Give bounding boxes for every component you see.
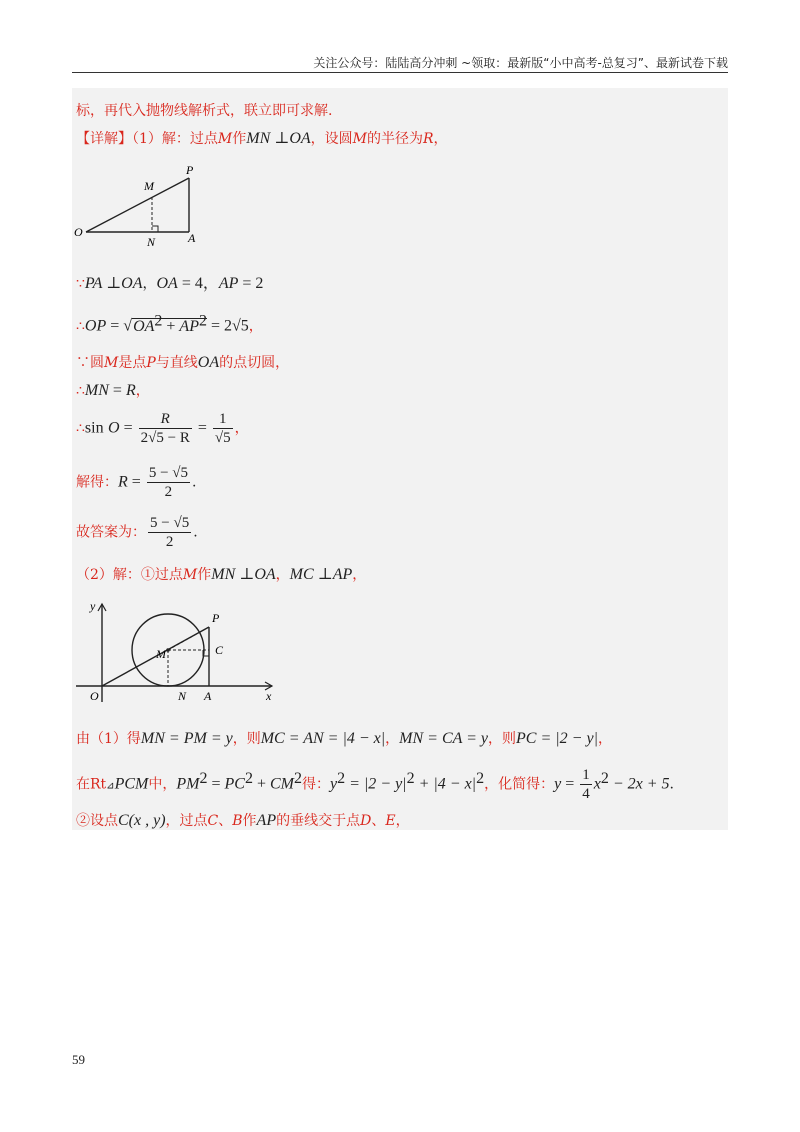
math: = 4，	[177, 275, 219, 292]
text: 的点切圆，	[219, 355, 290, 371]
text: 由（1）得	[76, 731, 141, 747]
text: ∵	[76, 276, 85, 292]
text: ，	[597, 731, 612, 747]
text: R	[422, 131, 434, 147]
label-O: O	[90, 689, 99, 703]
text: E	[385, 813, 396, 829]
math: (x , y)	[128, 812, 166, 829]
segment-OP	[86, 178, 189, 232]
numerator: 1	[213, 410, 233, 429]
math: 2	[476, 769, 485, 787]
coordinate-circle-figure	[72, 598, 282, 718]
text-line-8	[76, 464, 196, 501]
denominator: √5	[214, 430, 231, 446]
math: +	[252, 775, 270, 793]
math: y	[329, 775, 338, 793]
text: ，则	[232, 731, 261, 747]
text: 、	[218, 813, 233, 829]
fraction	[148, 514, 191, 551]
text-line-1	[76, 100, 332, 120]
math: MC ⊥AP	[289, 566, 353, 583]
math: 2	[406, 769, 415, 787]
math: OP	[84, 317, 107, 335]
text: ∴	[76, 420, 85, 437]
math: C	[118, 812, 129, 829]
fraction	[139, 410, 192, 447]
text: ，化简得：	[484, 776, 555, 793]
math: 2	[293, 769, 302, 787]
math: PC	[224, 775, 245, 793]
text: M	[217, 131, 233, 147]
math: + |4 − x|	[414, 775, 477, 793]
math: MC = AN = |4 − x|	[260, 730, 386, 747]
text-line-5	[76, 352, 289, 372]
text: ，	[352, 567, 367, 583]
text-line-11	[76, 728, 612, 748]
math: = 2	[238, 275, 264, 292]
text: ，	[385, 731, 400, 747]
text-line-4	[76, 312, 263, 336]
math: − 2x + 5	[608, 775, 670, 793]
text: 在Rt	[76, 776, 107, 793]
right-angle-mark	[152, 226, 158, 232]
label-P: P	[212, 611, 220, 625]
text: 得：	[301, 776, 330, 793]
math: =	[106, 317, 124, 335]
text: 故答案为：	[76, 524, 146, 541]
text: ∵圆	[76, 355, 104, 371]
fraction	[580, 766, 592, 803]
math: x	[593, 775, 601, 793]
label-N: N	[147, 235, 156, 249]
text-line-2	[76, 128, 448, 148]
text: ，	[234, 420, 249, 437]
label-y: y	[90, 599, 96, 613]
math: = 2	[206, 317, 232, 335]
math: 2	[244, 769, 253, 787]
math: OA	[197, 354, 220, 371]
text: ，	[135, 383, 150, 399]
math: =	[561, 775, 579, 793]
text: ∴	[76, 383, 85, 399]
math: +	[162, 317, 180, 335]
math: PCM	[114, 775, 149, 793]
denominator: 2√5 − R	[140, 430, 190, 446]
right-triangle-figure	[72, 164, 212, 254]
text: B	[232, 813, 243, 829]
math: O	[108, 419, 120, 437]
text: ，则	[488, 731, 517, 747]
fraction	[213, 410, 233, 447]
label-N: N	[178, 689, 187, 703]
denominator: 2	[164, 484, 173, 500]
text: 作	[242, 813, 257, 829]
text: ，	[142, 276, 157, 292]
text-line-6	[76, 380, 150, 400]
page-header: 关注公众号：陆陆高分冲刺 ~领取：最新版“小中高考-总复习”、最新试卷下载	[313, 56, 728, 70]
text: D	[360, 813, 372, 829]
math: y	[554, 775, 562, 793]
text: （2）解：①过点	[76, 567, 183, 583]
math: PM	[176, 775, 200, 793]
text: C	[207, 813, 219, 829]
text: 标，再代入抛物线解析式，联立即可求解.	[76, 103, 333, 119]
text: M	[182, 567, 198, 583]
math: MN ⊥OA	[211, 566, 276, 583]
text: 的垂线交于点	[276, 813, 361, 829]
text: 中，	[148, 776, 177, 793]
math: OA	[133, 317, 155, 335]
center-point-M	[166, 648, 170, 652]
text: .	[192, 474, 197, 491]
text: .	[669, 776, 674, 793]
text: 的半径为	[366, 131, 423, 147]
numerator: R	[139, 410, 192, 429]
math: 2	[154, 312, 163, 329]
text: ，过点	[165, 813, 208, 829]
triangle-symbol: ⊿	[106, 780, 115, 792]
text: M	[352, 131, 367, 147]
text-line-12	[76, 766, 674, 803]
label-x: x	[266, 689, 272, 703]
text: 作	[232, 131, 247, 147]
label-A: A	[204, 689, 212, 703]
math: CM	[269, 775, 294, 793]
math: √5	[232, 317, 249, 335]
text: M	[104, 355, 119, 371]
text: 与直线	[155, 355, 198, 371]
math: sin	[84, 419, 104, 437]
label-A: A	[188, 231, 196, 245]
label-M: M	[156, 647, 166, 661]
math: √	[123, 317, 133, 335]
math: MN = CA = y	[399, 730, 489, 747]
text: ∴	[76, 318, 85, 335]
text: 、	[371, 813, 386, 829]
text-line-13	[76, 810, 410, 830]
solution-content	[72, 88, 728, 830]
math: AP	[218, 275, 239, 292]
numerator: 5 − √5	[148, 465, 189, 481]
math: 2	[337, 769, 346, 787]
header-rule	[72, 72, 728, 73]
text: 【详解】（1）解：过点	[76, 131, 218, 147]
page-number: 59	[72, 1052, 85, 1067]
math: =	[108, 382, 126, 399]
text: ，	[395, 813, 410, 829]
fraction	[147, 464, 190, 501]
text: 作	[197, 567, 212, 583]
math: MN ⊥OA	[246, 130, 311, 147]
math: PA ⊥OA	[84, 275, 143, 292]
math: =	[127, 473, 145, 491]
text: ，	[433, 131, 448, 147]
text-line-3	[76, 270, 263, 293]
text: 是点	[118, 355, 147, 371]
text: P	[146, 355, 156, 371]
text: ，	[248, 318, 263, 335]
text-line-10	[76, 564, 366, 584]
math: =	[207, 775, 225, 793]
text: ②设点	[76, 813, 118, 829]
math: AP	[256, 812, 277, 829]
label-C: C	[215, 643, 224, 657]
math: =	[193, 419, 211, 437]
math: AP	[179, 317, 199, 335]
text: ，	[275, 567, 290, 583]
math: 2	[199, 769, 208, 787]
label-M: M	[144, 179, 154, 193]
math: =	[119, 419, 137, 437]
label-O: O	[74, 225, 83, 239]
math: PC = |2 − y|	[516, 730, 598, 747]
text: 解得：	[76, 474, 118, 491]
numerator: 1	[582, 767, 590, 783]
math: = |2 − y|	[345, 775, 407, 793]
math: 2	[198, 312, 207, 329]
denominator: 2	[165, 534, 174, 550]
math: R	[125, 382, 136, 399]
text: ，设圆	[310, 131, 353, 147]
math: MN = PM = y	[140, 730, 233, 747]
numerator: 5 − √5	[150, 515, 190, 531]
math: R	[118, 473, 128, 491]
text: .	[193, 524, 198, 541]
label-P: P	[186, 164, 194, 177]
text-line-7	[76, 410, 249, 447]
denominator: 4	[582, 786, 590, 802]
text-line-9	[76, 514, 198, 551]
math: 2	[600, 769, 609, 787]
math: OA	[156, 275, 178, 292]
math: MN	[84, 382, 109, 399]
